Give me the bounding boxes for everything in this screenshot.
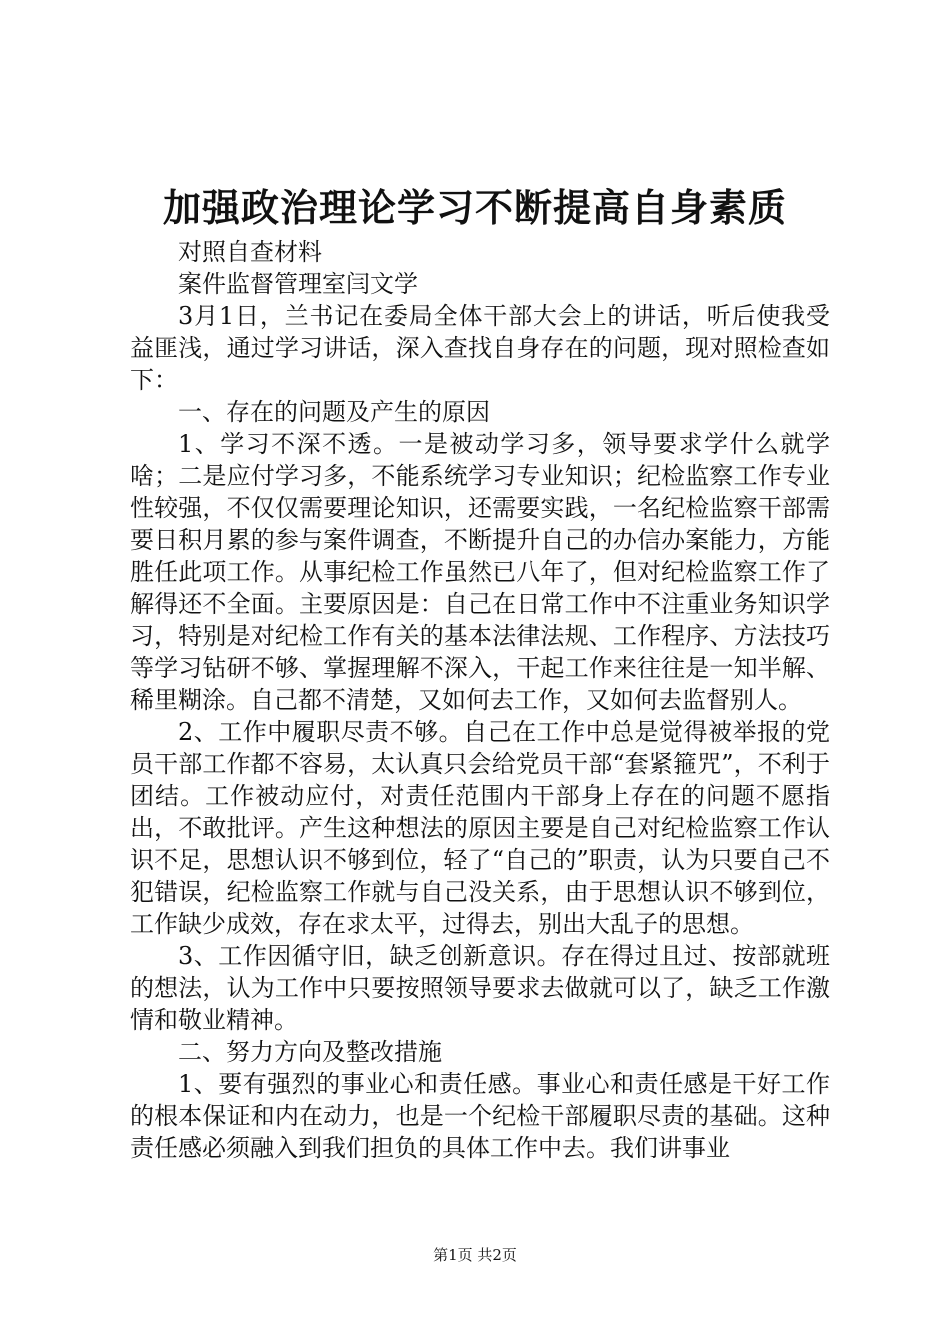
section-heading: 一、存在的问题及产生的原因 <box>178 398 490 426</box>
paragraph: 1、学习不深不透。一是被动学习多，领导要求学什么就学啥；二是应付学习多，不能系统学习专业知识；纪检监察工作专业性较强，不仅仅需要理论知识，还需要实践，一名纪检监察干部需要日积月累的参与案件调查，不断提升自己的办信办案能力，方能胜任此项工作。从事纪检工作虽然已八年了，但对纪检监察工作了解得还不全面。主要原因是：自己在日常工作中不注重业务知识学习，特别是对纪检工作有关的基本法律法规、工作程序、方法技巧等学习钻研不够、掌握理解不深入，干起工作来往往是一知半解、稀里糊涂。自己都不清楚，又如何去工作，又如何去监督别人。 <box>130 430 830 714</box>
paragraph: 1、要有强烈的事业心和责任感。事业心和责任感是干好工作的根本保证和内在动力，也是一个纪检干部履职尽责的基础。这种责任感必须融入到我们担负的具体工作中去。我们讲事业 <box>130 1070 830 1162</box>
paragraph: 3月1日，兰书记在委局全体干部大会上的讲话，听后使我受益匪浅，通过学习讲话，深入查找自身存在的问题，现对照检查如下： <box>130 302 830 394</box>
document-subtitle: 对照自查材料 <box>178 238 322 266</box>
document-title: 加强政治理论学习不断提高自身素质 <box>162 185 787 230</box>
document-author: 案件监督管理室闫文学 <box>178 270 418 298</box>
page-footer: 第1页 共2页 <box>433 1246 517 1264</box>
paragraph: 3、工作因循守旧，缺乏创新意识。存在得过且过、按部就班的想法，认为工作中只要按照领导要求去做就可以了，缺乏工作激情和敬业精神。 <box>130 942 830 1034</box>
document-body <box>130 236 830 1164</box>
section-heading: 二、努力方向及整改措施 <box>178 1038 442 1066</box>
paragraph: 2、工作中履职尽责不够。自己在工作中总是觉得被举报的党员干部工作都不容易，太认真只会给党员干部“套紧箍咒”，不利于团结。工作被动应付，对责任范围内干部身上存在的问题不愿指出，不敢批评。产生这种想法的原因主要是自己对纪检监察工作认识不足，思想认识不够到位，轻了“自己的”职责，认为只要自己不犯错误，纪检监察工作就与自己没关系，由于思想认识不够到位，工作缺少成效，存在求太平，过得去，别出大乱子的思想。 <box>130 718 830 938</box>
